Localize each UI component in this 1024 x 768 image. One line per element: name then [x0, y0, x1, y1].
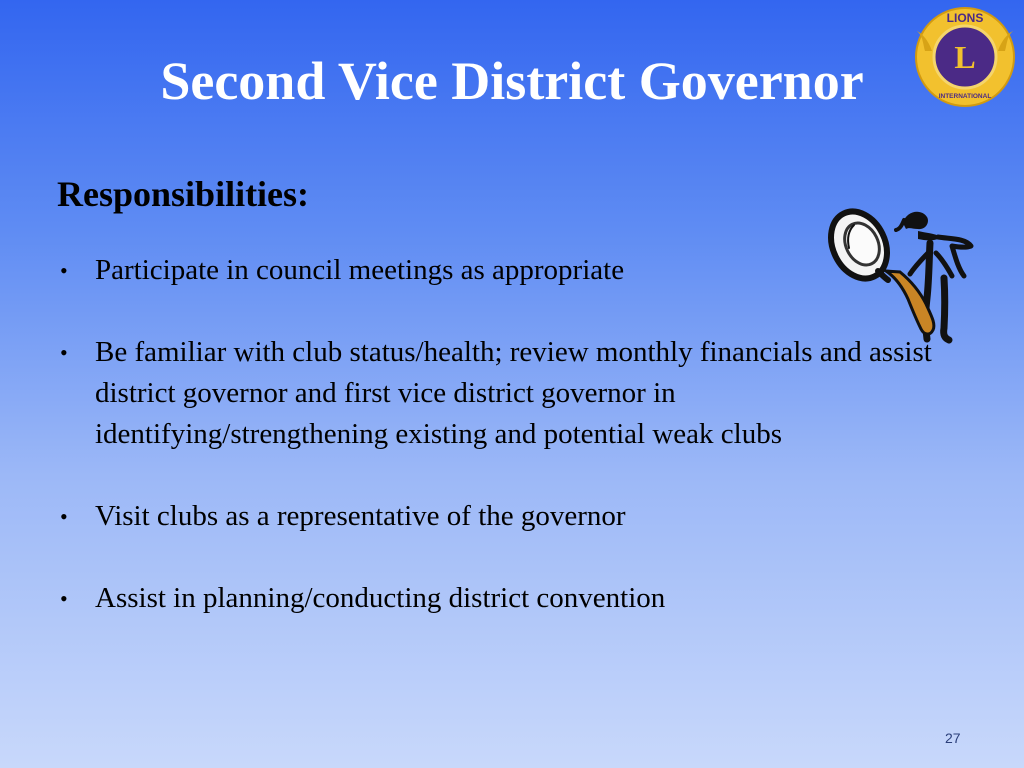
list-item	[60, 496, 940, 537]
slide-title: Second Vice District Governor	[160, 51, 864, 111]
bullet-icon: •	[60, 340, 68, 365]
bullet-icon: •	[60, 504, 68, 529]
list-item	[60, 578, 940, 619]
list-item	[60, 332, 940, 455]
bullet-icon: •	[60, 586, 68, 611]
list-item	[60, 250, 940, 291]
bullet-icon: •	[60, 258, 68, 283]
lions-international-logo	[913, 5, 1017, 109]
svg-text:INTERNATIONAL: INTERNATIONAL	[938, 93, 992, 100]
svg-text:LIONS: LIONS	[946, 11, 984, 25]
responsibilities-heading: Responsibilities:	[57, 174, 310, 214]
bullet-text: Visit clubs as a representative of the governor	[95, 500, 626, 532]
bullet-text: Assist in planning/conducting district convention	[95, 582, 666, 614]
responsibilities-list	[60, 250, 940, 660]
bullet-text: Be familiar with club status/health; review monthly financials and assist district governor and first vice district governor in identifying/strengthening existing and potential weak clubs	[95, 336, 932, 450]
page-number: 27	[945, 730, 961, 746]
svg-text:L: L	[954, 39, 976, 75]
bullet-text: Participate in council meetings as appropriate	[95, 254, 625, 286]
